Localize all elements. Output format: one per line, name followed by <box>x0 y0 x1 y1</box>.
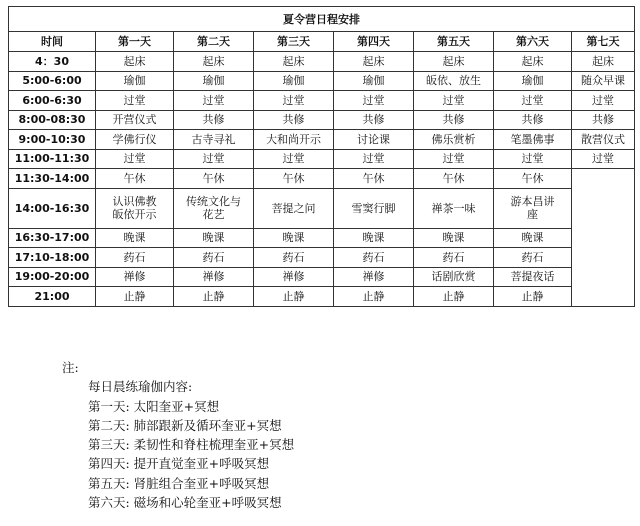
time-cell: 21:00 <box>9 287 96 307</box>
header-day-5: 第五天 <box>414 32 494 52</box>
activity-cell: 止静 <box>96 287 174 307</box>
time-cell: 5:00-6:00 <box>9 71 96 91</box>
table-row <box>9 149 635 169</box>
notes-line: 第四天: 提开直觉奎亚+呼吸冥想 <box>88 456 270 472</box>
activity-cell: 药石 <box>96 248 174 268</box>
activity-cell: 过堂 <box>572 149 635 169</box>
activity-cell: 散营仪式 <box>572 130 635 150</box>
header-day-3: 第三天 <box>254 32 334 52</box>
activity-cell: 晚课 <box>254 228 334 248</box>
activity-cell: 晚课 <box>334 228 414 248</box>
activity-cell: 雪窦行脚 <box>334 188 414 228</box>
activity-cell: 药石 <box>254 248 334 268</box>
activity-cell: 游本昌讲 座 <box>494 188 572 228</box>
activity-cell: 笔墨佛事 <box>494 130 572 150</box>
activity-cell: 午休 <box>414 169 494 189</box>
time-cell: 11:00-11:30 <box>9 149 96 169</box>
activity-cell: 共修 <box>334 110 414 130</box>
activity-cell: 晚课 <box>494 228 572 248</box>
notes-label: 注: <box>62 360 79 375</box>
activity-cell: 起床 <box>414 52 494 72</box>
header-day-2: 第二天 <box>174 32 254 52</box>
activity-cell: 过堂 <box>414 149 494 169</box>
table-row <box>9 52 635 72</box>
time-cell: 17:10-18:00 <box>9 248 96 268</box>
activity-cell: 起床 <box>174 52 254 72</box>
activity-cell: 过堂 <box>572 91 635 111</box>
activity-cell: 药石 <box>334 248 414 268</box>
activity-cell: 大和尚开示 <box>254 130 334 150</box>
notes-section <box>62 358 294 512</box>
activity-cell: 过堂 <box>334 91 414 111</box>
schedule-table <box>8 6 635 307</box>
activity-cell: 共修 <box>414 110 494 130</box>
activity-cell: 菩提夜话 <box>494 267 572 287</box>
notes-line: 第五天: 肾脏组合奎亚+呼吸冥想 <box>88 475 270 491</box>
activity-cell: 瑜伽 <box>254 71 334 91</box>
activity-cell: 瑜伽 <box>334 71 414 91</box>
activity-cell: 止静 <box>334 287 414 307</box>
time-cell: 4：30 <box>9 52 96 72</box>
activity-cell: 共修 <box>494 110 572 130</box>
activity-cell: 过堂 <box>494 91 572 111</box>
activity-cell: 开营仪式 <box>96 110 174 130</box>
schedule-title: 夏令营日程安排 <box>9 7 635 32</box>
activity-cell: 药石 <box>414 248 494 268</box>
activity-cell: 午休 <box>254 169 334 189</box>
activity-cell: 过堂 <box>254 149 334 169</box>
activity-cell: 禅修 <box>174 267 254 287</box>
notes-line: 第六天: 磁场和心轮奎亚+呼吸冥想 <box>88 495 282 511</box>
activity-cell: 午休 <box>494 169 572 189</box>
table-row <box>9 287 635 307</box>
header-day-4: 第四天 <box>334 32 414 52</box>
activity-cell: 药石 <box>494 248 572 268</box>
activity-cell: 午休 <box>334 169 414 189</box>
activity-cell: 过堂 <box>414 91 494 111</box>
table-row <box>9 248 635 268</box>
activity-cell: 过堂 <box>494 149 572 169</box>
activity-cell: 药石 <box>174 248 254 268</box>
activity-cell: 过堂 <box>254 91 334 111</box>
table-row <box>9 130 635 150</box>
activity-cell: 起床 <box>572 52 635 72</box>
table-row <box>9 267 635 287</box>
activity-cell: 起床 <box>334 52 414 72</box>
activity-cell: 共修 <box>572 110 635 130</box>
activity-cell: 共修 <box>254 110 334 130</box>
header-day-1: 第一天 <box>96 32 174 52</box>
notes-line: 第三天: 柔韧性和脊柱梳理奎亚+冥想 <box>88 437 295 453</box>
header-time: 时间 <box>9 32 96 52</box>
time-cell: 14:00-16:30 <box>9 188 96 228</box>
activity-cell: 晚课 <box>414 228 494 248</box>
activity-cell: 认识佛教 皈依开示 <box>96 188 174 228</box>
time-cell: 11:30-14:00 <box>9 169 96 189</box>
activity-cell: 佛乐赏析 <box>414 130 494 150</box>
activity-cell: 过堂 <box>174 91 254 111</box>
activity-cell: 菩提之问 <box>254 188 334 228</box>
activity-cell: 讨论课 <box>334 130 414 150</box>
activity-cell: 晚课 <box>174 228 254 248</box>
activity-cell: 禅修 <box>96 267 174 287</box>
table-row <box>9 71 635 91</box>
activity-cell: 止静 <box>494 287 572 307</box>
activity-cell: 过堂 <box>174 149 254 169</box>
activity-cell: 止静 <box>254 287 334 307</box>
activity-cell: 随众早课 <box>572 71 635 91</box>
activity-cell: 话剧欣赏 <box>414 267 494 287</box>
time-cell: 9:00-10:30 <box>9 130 96 150</box>
activity-cell: 传统文化与 花艺 <box>174 188 254 228</box>
table-row <box>9 169 635 189</box>
activity-cell: 禅修 <box>334 267 414 287</box>
activity-cell: 止静 <box>414 287 494 307</box>
activity-cell: 止静 <box>174 287 254 307</box>
activity-cell: 起床 <box>96 52 174 72</box>
activity-cell: 禅茶一味 <box>414 188 494 228</box>
time-cell: 8:00-08:30 <box>9 110 96 130</box>
activity-cell: 瑜伽 <box>174 71 254 91</box>
header-day-7: 第七天 <box>572 32 635 52</box>
activity-cell: 起床 <box>494 52 572 72</box>
activity-cell: 古寺寻礼 <box>174 130 254 150</box>
header-day-6: 第六天 <box>494 32 572 52</box>
time-cell: 6:00-6:30 <box>9 91 96 111</box>
table-row <box>9 91 635 111</box>
activity-cell: 瑜伽 <box>96 71 174 91</box>
notes-line: 第一天: 太阳奎亚+冥想 <box>88 398 220 414</box>
activity-cell: 过堂 <box>96 91 174 111</box>
activity-cell: 共修 <box>174 110 254 130</box>
table-row <box>9 228 635 248</box>
activity-cell: 起床 <box>254 52 334 72</box>
activity-cell: 皈依、放生 <box>414 71 494 91</box>
activity-cell: 过堂 <box>334 149 414 169</box>
table-row <box>9 188 635 228</box>
activity-cell: 晚课 <box>96 228 174 248</box>
activity-cell: 学佛行仪 <box>96 130 174 150</box>
empty-day7-cell <box>572 169 635 307</box>
activity-cell: 过堂 <box>96 149 174 169</box>
activity-cell: 午休 <box>96 169 174 189</box>
time-cell: 16:30-17:00 <box>9 228 96 248</box>
table-row <box>9 110 635 130</box>
activity-cell: 瑜伽 <box>494 71 572 91</box>
activity-cell: 午休 <box>174 169 254 189</box>
time-cell: 19:00-20:00 <box>9 267 96 287</box>
notes-intro: 每日晨练瑜伽内容: <box>88 379 193 395</box>
notes-line: 第二天: 肺部跟新及循环奎亚+冥想 <box>88 417 282 433</box>
activity-cell: 禅修 <box>254 267 334 287</box>
